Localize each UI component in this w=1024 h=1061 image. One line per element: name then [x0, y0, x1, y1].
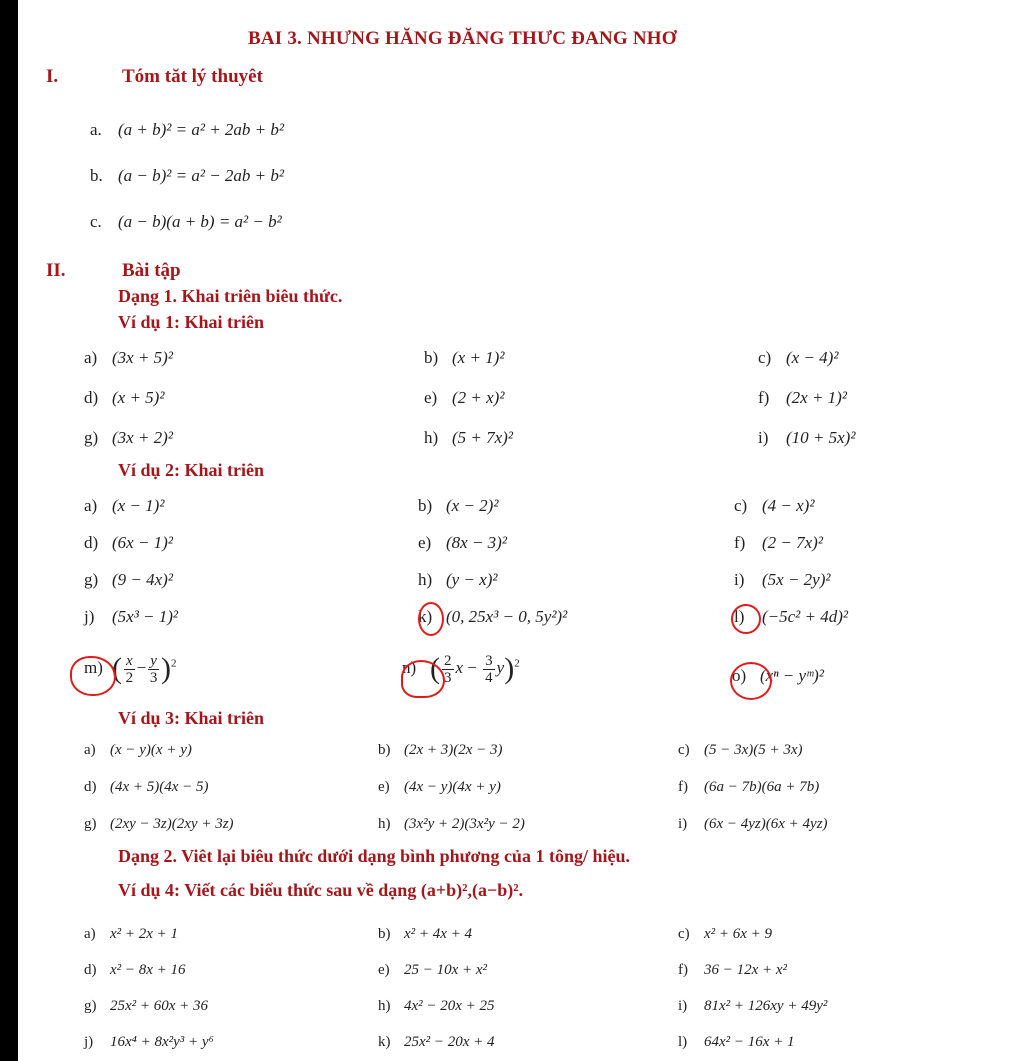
- exercise-label: i): [678, 816, 688, 832]
- exercise-expr: 25 − 10x + x²: [404, 962, 488, 978]
- exercise-ex3-e: [378, 779, 501, 796]
- denominator: 3: [444, 669, 452, 686]
- exercise-label: a): [84, 348, 98, 367]
- exercise-expr: x² + 6x + 9: [704, 926, 773, 942]
- exercise-label: k): [418, 607, 433, 626]
- exercise-label: g): [84, 570, 99, 589]
- variable-y: y: [496, 657, 505, 677]
- exercise-ex2-j: [84, 607, 178, 627]
- example-1-heading: Ví dụ 1: Khai triên: [118, 312, 265, 332]
- fraction-2-over-3: [442, 653, 454, 686]
- exercise-ex1-b: [424, 348, 504, 368]
- exercise-expr: (2 − 7x)²: [762, 533, 823, 552]
- formula-c: [90, 212, 282, 232]
- exercise-ex1-g: [84, 428, 173, 448]
- exercise-label: g): [84, 428, 99, 447]
- exercise-expr: (2x + 3)(2x − 3): [404, 742, 503, 758]
- exercise-ex2-k: [418, 607, 567, 627]
- exercise-ex2-f: [734, 533, 823, 553]
- exercise-ex3-h: [378, 816, 525, 833]
- denominator: 4: [485, 669, 493, 686]
- exercise-expr: (5 + 7x)²: [452, 428, 513, 447]
- exercise-label: d): [84, 962, 97, 978]
- exercise-ex2-d: [84, 533, 173, 553]
- exercise-label: c): [734, 496, 748, 515]
- exercise-ex1-h: [424, 428, 513, 448]
- exercise-label: e): [424, 388, 438, 407]
- exercise-ex2-c: [734, 496, 814, 516]
- exercise-label: f): [734, 533, 746, 552]
- exercise-ex1-e: [424, 388, 504, 408]
- formula-b: [90, 166, 284, 186]
- exercise-ex4-c: [678, 926, 772, 943]
- exercise-expr: 25x² + 60x + 36: [110, 998, 209, 1014]
- exercise-expr: (4 − x)²: [762, 496, 815, 515]
- exercise-label: l): [678, 1034, 688, 1050]
- fraction-3-over-4: [483, 653, 495, 686]
- section-1-number: I.: [46, 66, 59, 87]
- exercise-ex1-i: [758, 428, 855, 448]
- exercise-label: i): [734, 570, 745, 589]
- exercise-expr: (3x + 2)²: [112, 428, 173, 447]
- exercise-ex4-l: [678, 1034, 795, 1051]
- exercise-ex1-f: [758, 388, 847, 408]
- exercise-n: [402, 652, 520, 686]
- exercise-label: e): [418, 533, 432, 552]
- exercise-label: g): [84, 816, 97, 832]
- open-paren: (: [112, 652, 122, 685]
- exercise-label: d): [84, 533, 99, 552]
- exercise-label: b): [424, 348, 439, 367]
- section-2-heading: Bài tập: [122, 260, 181, 281]
- exercise-label: e): [378, 962, 390, 978]
- exercise-ex2-i: [734, 570, 830, 590]
- fraction-x-over-2: [124, 653, 135, 686]
- exercise-expr: (y − x)²: [446, 570, 498, 589]
- exercise-ex2-e: [418, 533, 507, 553]
- exercise-ex1-d: [84, 388, 164, 408]
- exercise-ex4-h: [378, 998, 495, 1015]
- exercise-expr: (5x³ − 1)²: [112, 607, 179, 626]
- exercise-o: [732, 666, 824, 686]
- exercise-ex4-f: [678, 962, 787, 979]
- variable-x: x: [455, 657, 464, 677]
- example-2-heading: Ví dụ 2: Khai triên: [118, 460, 265, 480]
- exercise-expr: (x − 1)²: [112, 496, 165, 515]
- exercise-expr: (x − y)(x + y): [110, 742, 192, 758]
- exercise-label: c): [678, 742, 690, 758]
- exercise-label: h): [418, 570, 433, 589]
- exercise-ex3-c: [678, 742, 803, 759]
- exercise-label: j): [84, 607, 95, 626]
- exercise-expr: x² + 4x + 4: [404, 926, 473, 942]
- page-title: BAI 3. NHƯNG HĂNG ĐĂNG THƯC ĐANG NHƠ: [248, 28, 677, 49]
- exercise-expr: 36 − 12x + x²: [704, 962, 788, 978]
- exercise-label: h): [424, 428, 439, 447]
- exercise-expr: (10 + 5x)²: [786, 428, 856, 447]
- exercise-ex3-g: [84, 816, 234, 833]
- exercise-expr: (6a − 7b)(6a + 7b): [704, 779, 820, 795]
- exercise-expr: (4x + 5)(4x − 5): [110, 779, 209, 795]
- close-paren: ): [160, 652, 171, 685]
- exercise-ex4-a: [84, 926, 178, 943]
- exercise-label: j): [84, 1034, 94, 1050]
- worksheet-page: [18, 0, 1024, 1061]
- exercise-expr: (6x − 1)²: [112, 533, 173, 552]
- exercise-ex2-b: [418, 496, 498, 516]
- exponent: 2: [170, 657, 177, 670]
- dang-1-heading: Dạng 1. Khai triên biêu thức.: [118, 286, 343, 306]
- exercise-label: m): [84, 657, 103, 677]
- section-2-number: II.: [46, 260, 66, 281]
- formula-label: c.: [90, 212, 102, 231]
- exercise-ex4-i: [678, 998, 827, 1015]
- formula-expr: (a − b)² = a² − 2ab + b²: [118, 166, 284, 185]
- exercise-expr: (9 − 4x)²: [112, 570, 173, 589]
- exercise-label: a): [84, 926, 96, 942]
- exercise-expr: (4x − y)(4x + y): [404, 779, 501, 795]
- exercise-label: b): [378, 742, 391, 758]
- exercise-expr: x² + 2x + 1: [110, 926, 179, 942]
- numerator: y: [150, 652, 157, 669]
- exercise-ex4-b: [378, 926, 472, 943]
- exercise-label: d): [84, 388, 99, 407]
- exercise-label: n): [402, 657, 417, 677]
- numerator: 3: [485, 652, 493, 669]
- exercise-ex4-j: [84, 1034, 214, 1051]
- exercise-ex2-h: [418, 570, 497, 590]
- exercise-ex3-b: [378, 742, 503, 759]
- exercise-expr: (2 + x)²: [452, 388, 505, 407]
- exercise-label: i): [678, 998, 688, 1014]
- close-paren: ): [504, 652, 515, 685]
- exercise-label: f): [758, 388, 770, 407]
- exercise-label: c): [678, 926, 690, 942]
- formula-expr: (a + b)² = a² + 2ab + b²: [118, 120, 284, 139]
- exercise-ex4-g: [84, 998, 208, 1015]
- denominator: 3: [149, 669, 158, 686]
- exercise-label: f): [678, 962, 688, 978]
- exercise-label: b): [418, 496, 433, 515]
- exercise-expr: (8x − 3)²: [446, 533, 507, 552]
- exercise-label: l): [734, 607, 745, 626]
- exercise-expr: 16x⁴ + 8x²y³ + y⁶: [110, 1034, 214, 1050]
- dang-2-heading: Dạng 2. Viêt lại biêu thức dưới dạng bình phương của 1 tông/ hiệu.: [118, 846, 630, 866]
- exercise-label: k): [378, 1034, 391, 1050]
- denominator: 2: [125, 669, 134, 686]
- exercise-label: e): [378, 779, 390, 795]
- exponent: 2: [514, 657, 520, 670]
- exercise-label: i): [758, 428, 769, 447]
- formula-expr: (a − b)(a + b) = a² − b²: [118, 212, 282, 231]
- exercise-expr: x² − 8x + 16: [110, 962, 186, 978]
- minus-sign: −: [136, 657, 147, 677]
- exercise-expr: (x − 2)²: [446, 496, 499, 515]
- fraction-y-over-3: [148, 653, 159, 686]
- exercise-ex4-e: [378, 962, 487, 979]
- exercise-expr: (x − 4)²: [786, 348, 839, 367]
- formula-a: [90, 120, 284, 140]
- exercise-m: [84, 652, 176, 686]
- exercise-expr: 25x² − 20x + 4: [404, 1034, 495, 1050]
- exercise-ex2-l: [734, 607, 848, 627]
- exercise-ex3-d: [84, 779, 209, 796]
- numerator: 2: [444, 652, 452, 669]
- formula-label: b.: [90, 166, 103, 185]
- exercise-expr: 4x² − 20x + 25: [404, 998, 495, 1014]
- exercise-label: o): [732, 666, 747, 685]
- exercise-expr: (−5c² + 4d)²: [762, 607, 849, 626]
- open-paren: (: [430, 652, 440, 685]
- exercise-expr: (5x − 2y)²: [762, 570, 831, 589]
- exercise-label: a): [84, 496, 98, 515]
- exercise-ex4-k: [378, 1034, 495, 1051]
- exercise-expr: (3x²y + 2)(3x²y − 2): [404, 816, 525, 832]
- exercise-label: g): [84, 998, 97, 1014]
- exercise-ex3-f: [678, 779, 819, 796]
- exercise-label: h): [378, 998, 391, 1014]
- exercise-label: a): [84, 742, 96, 758]
- exercise-ex2-g: [84, 570, 173, 590]
- exercise-ex1-a: [84, 348, 173, 368]
- exercise-expr: 64x² − 16x + 1: [704, 1034, 795, 1050]
- exercise-label: c): [758, 348, 772, 367]
- exercise-expr: (2x + 1)²: [786, 388, 847, 407]
- section-1-heading: Tóm tăt lý thuyêt: [122, 66, 263, 87]
- example-3-heading: Ví dụ 3: Khai triên: [118, 708, 265, 728]
- formula-label: a.: [90, 120, 102, 139]
- exercise-expr: (2xy − 3z)(2xy + 3z): [110, 816, 234, 832]
- exercise-expr: 81x² + 126xy + 49y²: [704, 998, 828, 1014]
- example-4-heading: Ví dụ 4: Viết các biểu thức sau về dạng (a+b)²,(a−b)².: [118, 880, 524, 900]
- exercise-label: h): [378, 816, 391, 832]
- exercise-expr: (x + 5)²: [112, 388, 165, 407]
- exercise-label: f): [678, 779, 688, 795]
- exercise-ex4-d: [84, 962, 186, 979]
- exercise-expr: (x + 1)²: [452, 348, 505, 367]
- exercise-ex1-c: [758, 348, 838, 368]
- exercise-label: b): [378, 926, 391, 942]
- exercise-label: d): [84, 779, 97, 795]
- exercise-expr: (3x + 5)²: [112, 348, 173, 367]
- exercise-expr: (xⁿ − yᵐ)²: [760, 666, 824, 685]
- minus-sign: −: [467, 657, 477, 677]
- exercise-ex3-i: [678, 816, 828, 833]
- exercise-expr: (6x − 4yz)(6x + 4yz): [704, 816, 828, 832]
- exercise-expr: (0, 25x³ − 0, 5y²)²: [446, 607, 568, 626]
- exercise-ex3-a: [84, 742, 192, 759]
- exercise-expr: (5 − 3x)(5 + 3x): [704, 742, 803, 758]
- exercise-ex2-a: [84, 496, 164, 516]
- numerator: x: [126, 652, 133, 669]
